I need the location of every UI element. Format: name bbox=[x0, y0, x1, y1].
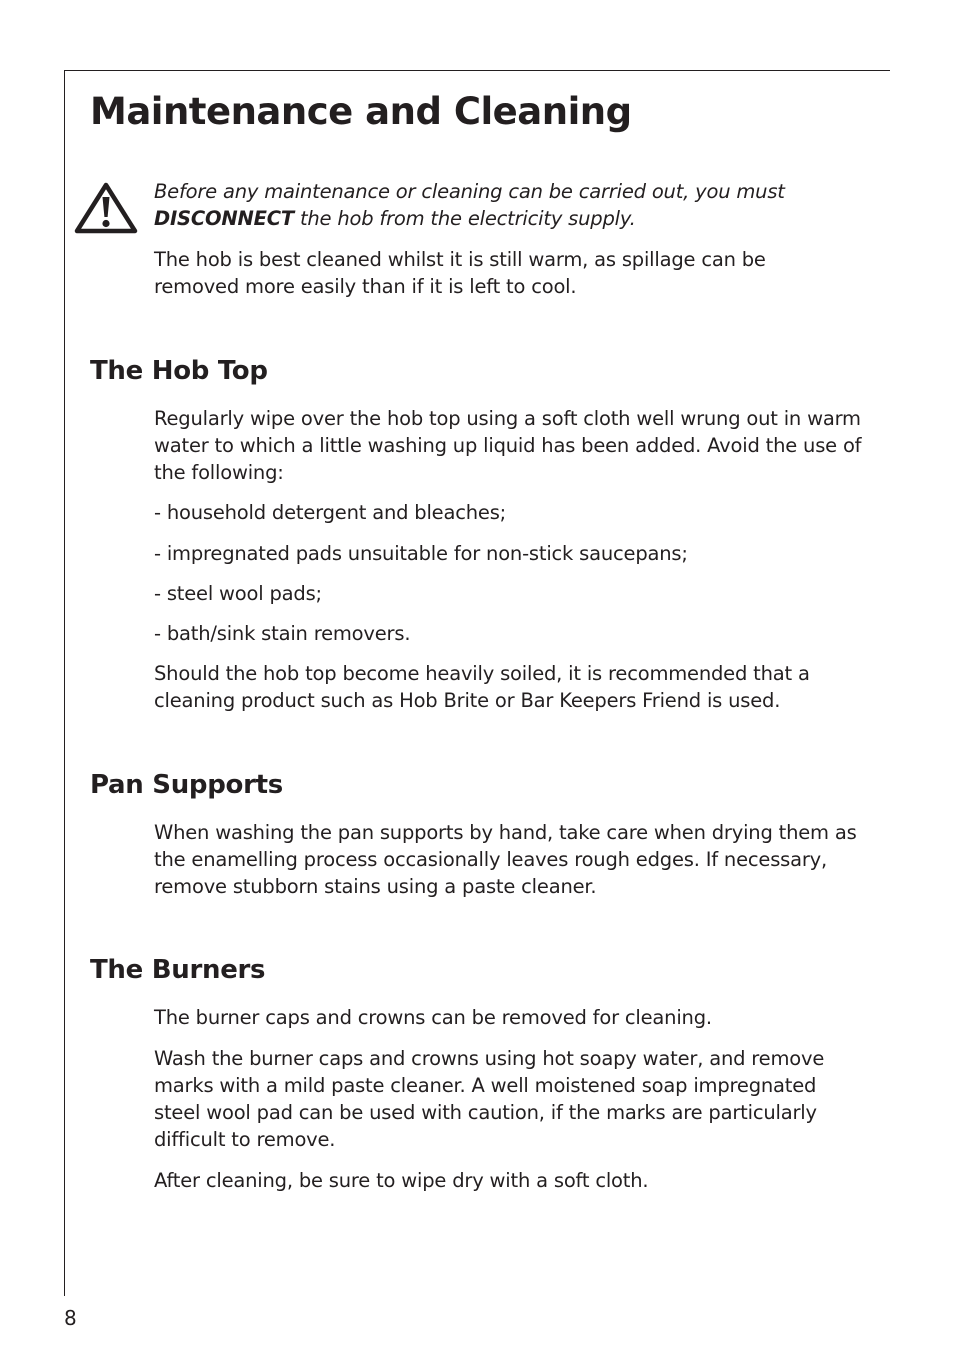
section-heading-hob-top: The Hob Top bbox=[90, 356, 268, 386]
list-item: - impregnated pads unsuitable for non-stick saucepans; bbox=[154, 542, 688, 565]
hob-top-paragraph-2: Should the hob top become heavily soiled, it is recommended that a cleaning product such as Hob Brite or Bar Keepers Friend is used. bbox=[154, 662, 810, 712]
list-item: - steel wool pads; bbox=[154, 582, 322, 605]
page-number: 8 bbox=[64, 1306, 77, 1330]
pan-supports-paragraph: When washing the pan supports by hand, take care when drying them as the enamelling process occasionally leaves rough edges. If necessary, remove stubborn stains using a paste cleaner. bbox=[154, 821, 857, 898]
section-heading-pan-supports: Pan Supports bbox=[90, 770, 283, 800]
hob-top-paragraph-1: Regularly wipe over the hob top using a soft cloth well wrung out in warm water to which a little washing up liquid has been added. Avoid the use of the following: bbox=[154, 407, 862, 484]
burners-paragraph-2: Wash the burner caps and crowns using hot soapy water, and remove marks with a mild paste cleaner. A well moistened soap impregnated steel wool pad can be used with caution, if the marks are particularly difficult to remove. bbox=[154, 1047, 825, 1151]
left-rule bbox=[64, 70, 65, 1296]
warning-line-1: Before any maintenance or cleaning can be carried out, you must bbox=[154, 180, 785, 203]
list-item: - bath/sink stain removers. bbox=[154, 622, 411, 645]
burners-paragraph-3: After cleaning, be sure to wipe dry with a soft cloth. bbox=[154, 1169, 649, 1192]
warning-line-2: the hob from the electricity supply. bbox=[293, 207, 636, 230]
top-rule bbox=[64, 70, 890, 71]
warning-emphasis: DISCONNECT bbox=[154, 207, 294, 230]
intro-paragraph: The hob is best cleaned whilst it is still warm, as spillage can be removed more easily than if it is left to cool. bbox=[154, 248, 766, 298]
warning-text bbox=[154, 178, 874, 232]
warning-triangle-icon bbox=[73, 181, 139, 235]
list-item: - household detergent and bleaches; bbox=[154, 501, 507, 524]
section-heading-burners: The Burners bbox=[90, 955, 266, 985]
burners-paragraph-1: The burner caps and crowns can be removed for cleaning. bbox=[154, 1006, 712, 1029]
page-title: Maintenance and Cleaning bbox=[90, 90, 632, 133]
